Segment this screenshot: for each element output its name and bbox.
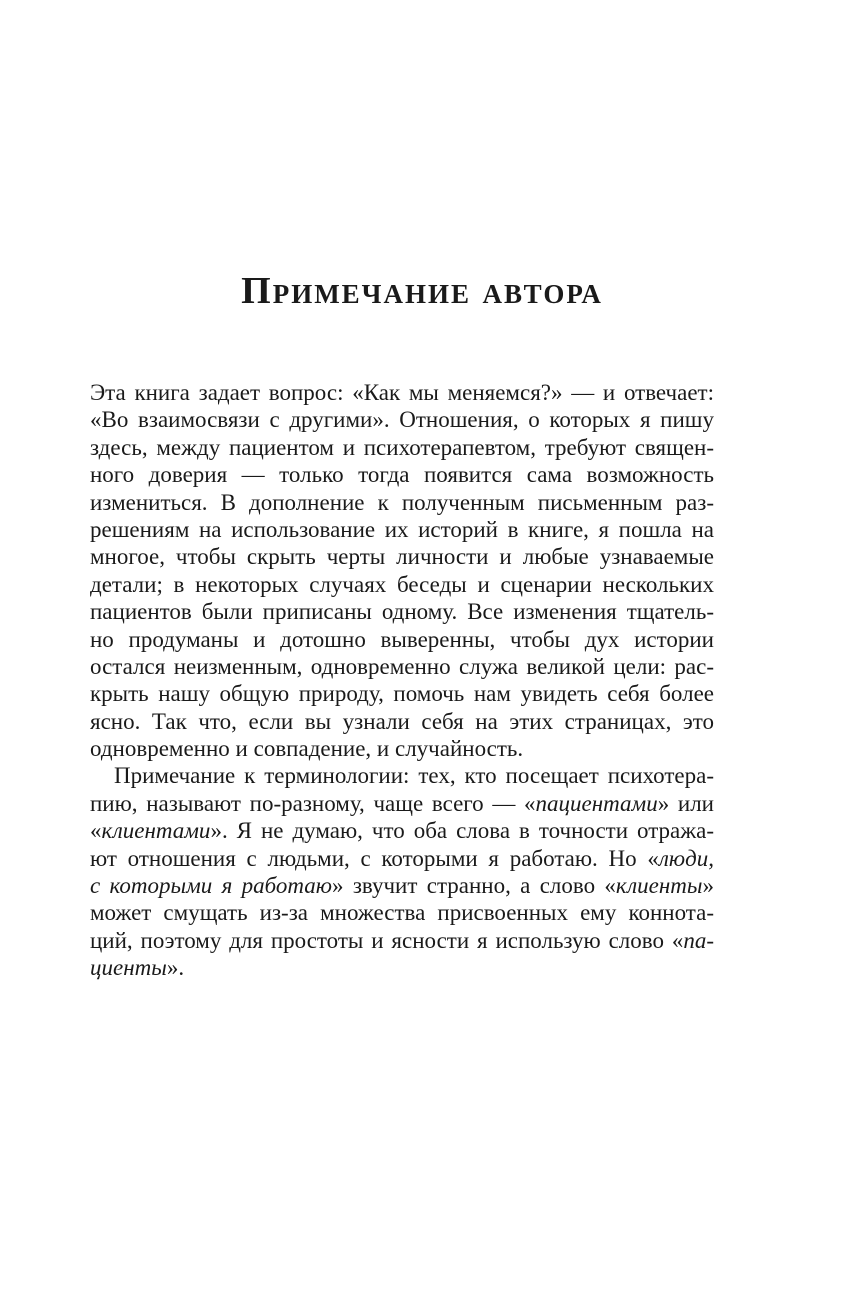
text-line: одновременно и совпадение, и случайность.	[90, 736, 524, 762]
text-line: может смущать из-за множества присвоенных ему коннота-	[90, 900, 714, 926]
text-line	[90, 845, 714, 872]
text-line: пациентов были приписаны одному. Все изменения тщатель-	[90, 599, 714, 625]
italic-term: люди,	[658, 845, 714, 871]
text-line: «Во взаимосвязи с другими». Отношения, о которых я пишу	[90, 407, 714, 433]
text-line	[90, 954, 714, 981]
text-run: »	[702, 873, 714, 899]
italic-term: циенты	[90, 955, 167, 981]
text-line: ясно. Так что, если вы узнали себя на этих страницах, это	[90, 708, 714, 734]
italic-term: пациентами	[535, 790, 658, 816]
text-run: пию, называют по-разному, чаще всего — «	[90, 790, 536, 816]
text-line: решениям на использование их историй в книге, я пошла на	[90, 516, 714, 542]
text-line	[90, 927, 714, 954]
paragraph-2	[90, 762, 714, 981]
text-run: » звучит странно, а слово «	[332, 873, 616, 899]
text-line: Эта книга задает вопрос: «Как мы меняемся?» — и отвечает:	[90, 380, 714, 405]
text-line: детали; в некоторых случаях беседы и сценарии нескольких	[90, 571, 714, 597]
italic-term: па-	[683, 927, 714, 953]
text-line: многое, чтобы скрыть черты личности и любые узнаваемые	[90, 544, 714, 570]
text-line: крыть нашу общую природу, помочь нам увидеть себя более	[90, 681, 714, 707]
text-run: ют отношения с людьми, с которыми я работаю. Но «	[90, 845, 659, 871]
text-run: ». Я не думаю, что оба слова в точности отража-	[210, 818, 714, 844]
text-line: здесь, между пациентом и психотерапевтом, требуют священ-	[90, 434, 714, 460]
italic-term: с которыми я работаю	[90, 873, 332, 899]
text-line: остался неизменным, одновременно служа великой цели: рас-	[90, 653, 714, 679]
text-line: измениться. В дополнение к полученным письменным раз-	[90, 489, 714, 515]
text-line: ного доверия — только тогда появится сама возможность	[90, 462, 714, 488]
italic-term: клиенты	[615, 873, 703, 899]
text-line	[90, 790, 714, 817]
text-run: «	[90, 818, 102, 844]
text-run: » или	[657, 790, 714, 816]
text-run: ций, поэтому для простоты и ясности я использую слово «	[90, 927, 684, 953]
text-line: Примечание к терминологии: тех, кто посещает психотера-	[114, 763, 714, 789]
text-line	[90, 817, 714, 844]
italic-term: клиентами	[101, 818, 211, 844]
page-title: Примечание автора	[241, 270, 603, 312]
body-text	[90, 379, 714, 982]
text-run: ».	[166, 955, 185, 981]
text-line: но продуманы и дотошно выверенны, чтобы дух истории	[90, 626, 714, 652]
paragraph-1	[90, 379, 714, 762]
text-line	[90, 872, 714, 899]
